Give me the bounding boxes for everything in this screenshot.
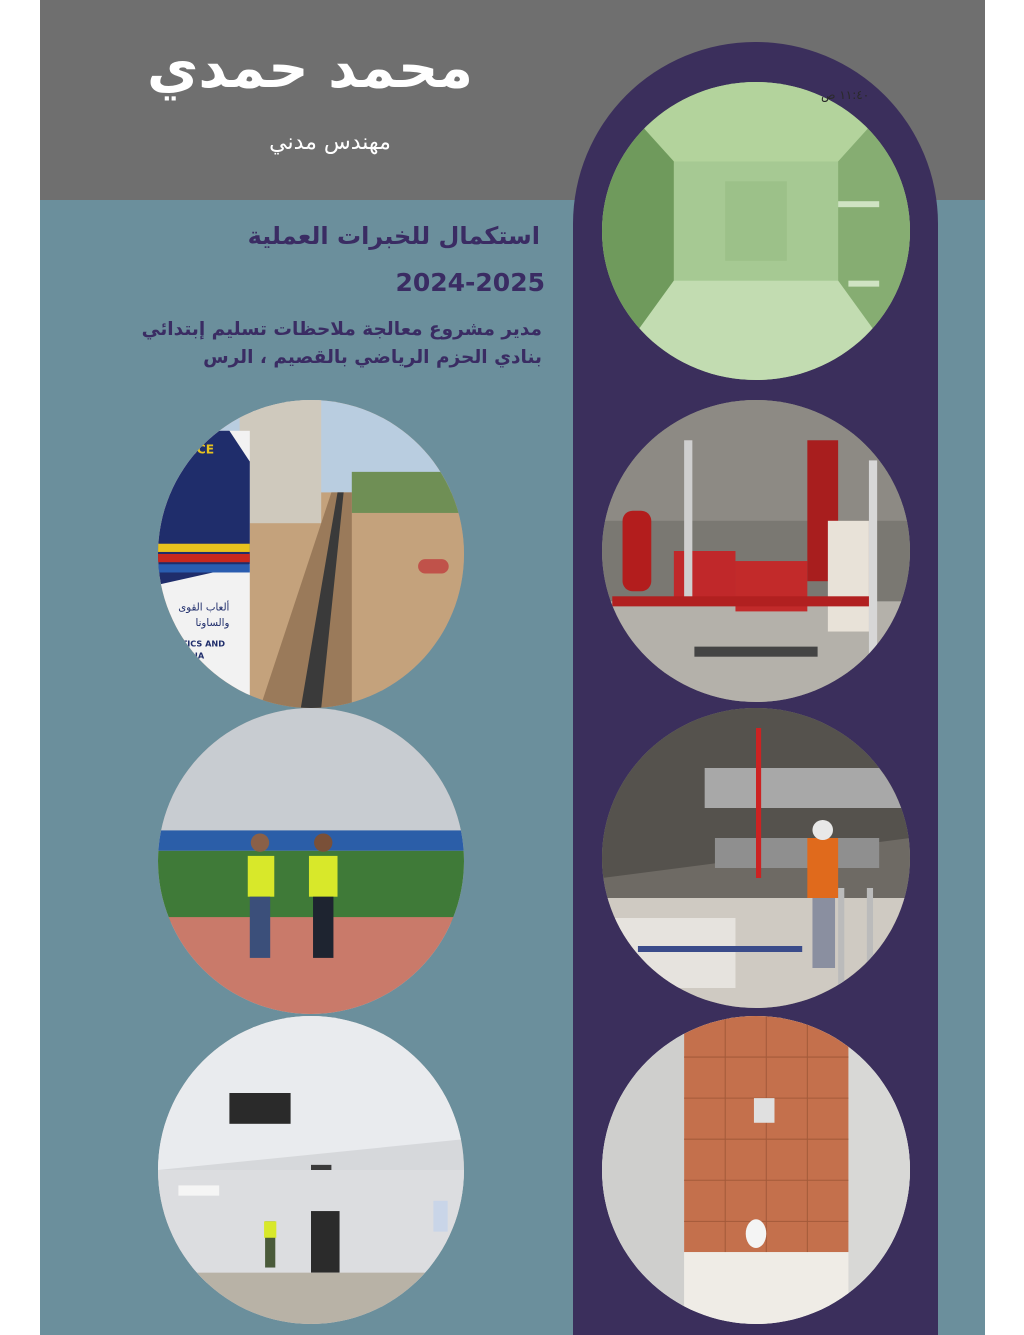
photo-stadium-engineers [158, 708, 464, 1014]
description-line-1: مدير مشروع معالجة ملاحظات تسليم إبتدائي [141, 319, 542, 340]
sign-arabic-1: ألعاب القوى [178, 602, 230, 614]
experience-description [80, 316, 542, 372]
sign-english-1: HLETICS AND [164, 638, 225, 649]
stadium-image [158, 708, 464, 1014]
person-name: محمد حمدي [147, 36, 473, 101]
pump-room-image [602, 400, 910, 702]
sign-top-text: NCE [186, 442, 215, 457]
photo-ceiling-works [602, 708, 910, 1008]
ceiling-works-image [602, 708, 910, 1008]
photo-tiled-bathroom [602, 1016, 910, 1324]
photo-clock-text: ١١:٤٠ ص [821, 88, 870, 102]
person-role: مهندس مدني [269, 130, 391, 155]
bathroom-image [602, 1016, 910, 1324]
sign-arabic-2: والساونا [195, 617, 230, 629]
description-line-2: بنادي الحزم الرياضي بالقصيم ، الرس [203, 347, 542, 368]
trench-image [158, 400, 464, 708]
photo-green-water-tank [602, 82, 910, 380]
hall-image [158, 1016, 464, 1324]
sign-english-2: E SAUNA [164, 650, 205, 661]
green-tank-image [602, 82, 910, 380]
photo-excavation-trench [158, 400, 464, 708]
experience-years: 2024-2025 [395, 268, 545, 297]
brochure-page [40, 0, 985, 1335]
photo-fire-pump-room [602, 400, 910, 702]
photo-interior-hall [158, 1016, 464, 1324]
experience-heading: استكمال للخبرات العملية [247, 222, 540, 250]
